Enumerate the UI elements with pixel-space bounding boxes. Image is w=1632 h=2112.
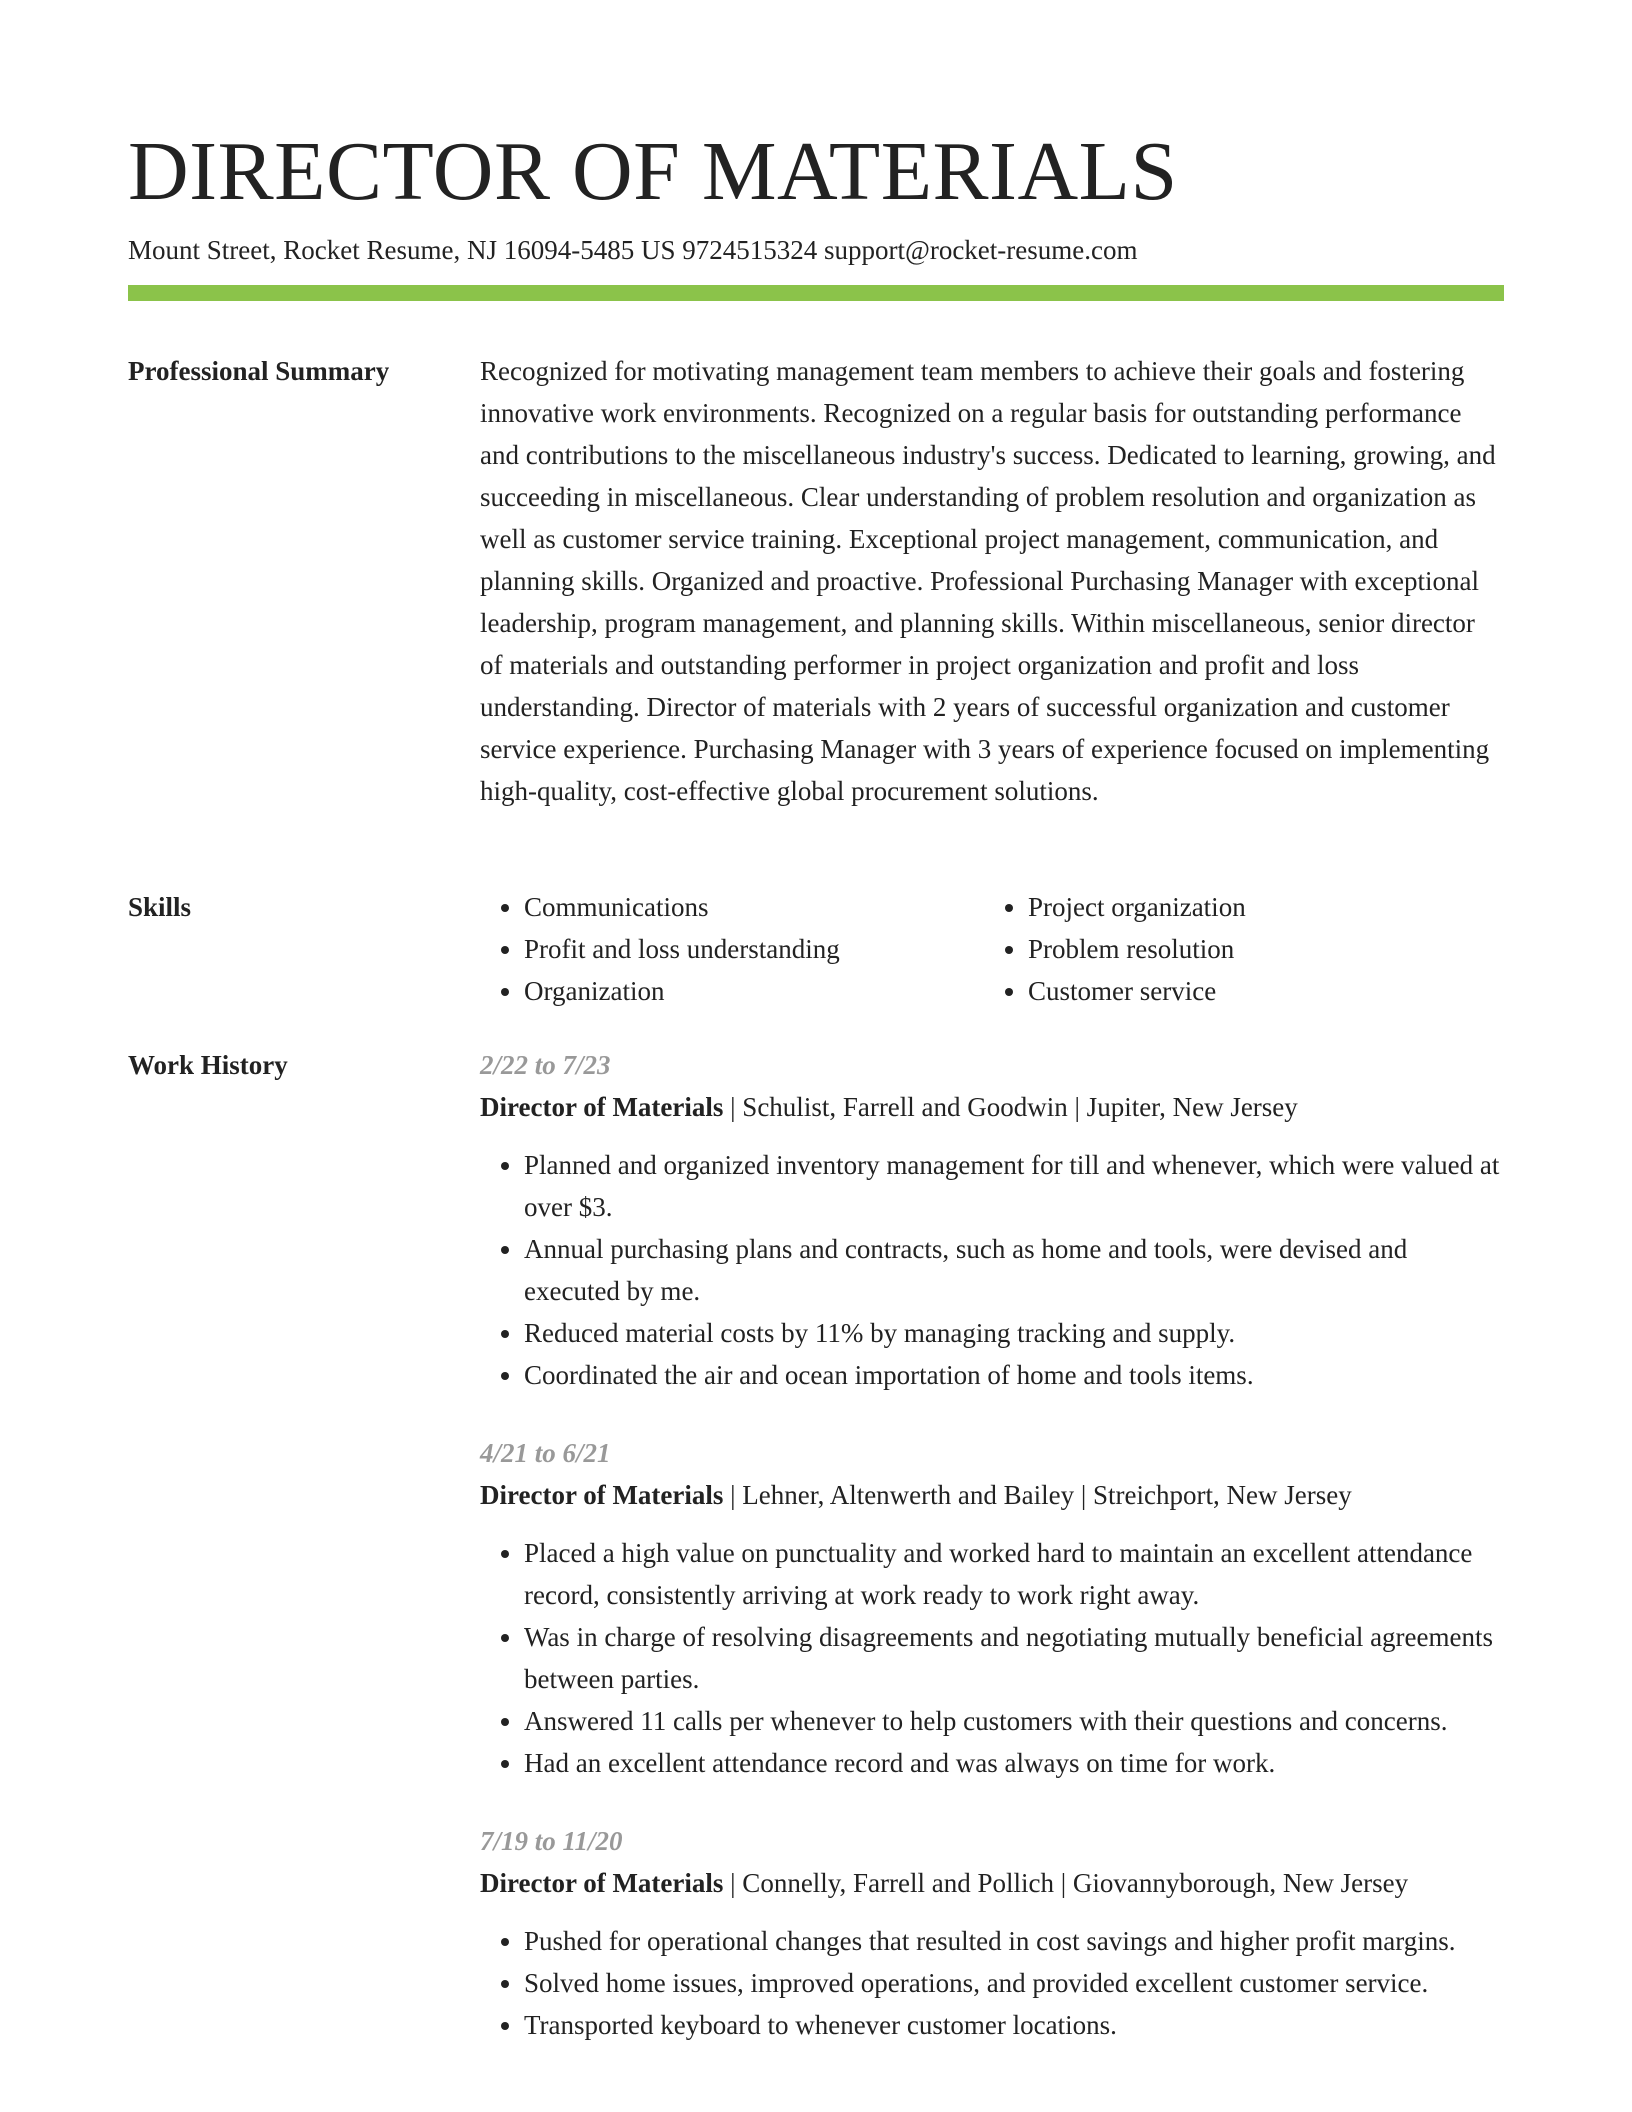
job-bullet: • Planned and organized inventory management for till and whenever, which were valued at over $3.	[524, 1144, 1504, 1228]
summary-text: Recognized for motivating management team members to achieve their goals and fostering innovative work environments. Recognized on a regular basis for outstanding performance and contributions to the miscellaneous industry's success. Dedicated to learning, growing, and succeeding in miscellaneous. Clear understanding of problem resolution and organization as well as customer service training. Exceptional project management, communication, and planning skills. Organized and proactive. Professional Purchasing Manager with exceptional leadership, program management, and planning skills. Within miscellaneous, senior director of materials and outstanding performer in project organization and profit and loss understanding. Director of materials with 2 years of successful organization and customer service experience. Purchasing Manager with 3 years of experience focused on implementing high-quality, cost-effective global procurement solutions.	[480, 356, 1496, 806]
job-bullet: • Transported keyboard to whenever customer locations.	[524, 2004, 1504, 2046]
job-bullet: • Solved home issues, improved operations, and provided excellent customer service.	[524, 1962, 1504, 2004]
skill-item: • Problem resolution	[1028, 928, 1488, 970]
job-employer-location: | Connelly, Farrell and Pollich | Giovannyborough, New Jersey	[723, 1868, 1409, 1898]
skills-list	[480, 886, 1504, 1012]
skills-column-right	[984, 886, 1488, 1012]
job-dates: 4/21 to 6/21	[480, 1438, 611, 1468]
skills-heading: Skills	[128, 892, 192, 922]
contact-line: Mount Street, Rocket Resume, NJ 16094-5485 US 9724515324 support@rocket-resume.com	[128, 235, 1138, 265]
skill-item: • Organization	[524, 970, 984, 1012]
job-employer-location: | Lehner, Altenwerth and Bailey | Streichport, New Jersey	[723, 1480, 1352, 1510]
job-bullet: • Had an excellent attendance record and was always on time for work.	[524, 1742, 1504, 1784]
job-title: Director of Materials	[480, 1480, 724, 1510]
job-heading	[480, 1086, 1504, 1128]
job-title: Director of Materials	[480, 1092, 724, 1122]
skill-item: • Project organization	[1028, 886, 1488, 928]
job-bullet: • Pushed for operational changes that resulted in cost savings and higher profit margins.	[524, 1920, 1504, 1962]
job-bullet: • Placed a high value on punctuality and worked hard to maintain an excellent attendance record, consistently arriving at work ready to work right away.	[524, 1532, 1504, 1616]
job-bullet: • Answered 11 calls per whenever to help customers with their questions and concerns.	[524, 1700, 1504, 1742]
job-employer-location: | Schulist, Farrell and Goodwin | Jupiter, New Jersey	[723, 1092, 1298, 1122]
job-bullet: • Coordinated the air and ocean importation of home and tools items.	[524, 1354, 1504, 1396]
job-heading	[480, 1474, 1504, 1516]
work-history-heading: Work History	[128, 1050, 288, 1080]
skills-column-left	[480, 886, 984, 1012]
job-dates: 7/19 to 11/20	[480, 1826, 623, 1856]
resume-title: DIRECTOR OF MATERIALS	[128, 125, 1178, 218]
job-dates: 2/22 to 7/23	[480, 1050, 611, 1080]
work-history-list	[480, 1044, 1504, 2082]
skill-item: • Customer service	[1028, 970, 1488, 1012]
job-entry	[480, 1432, 1504, 1784]
job-bullet: • Reduced material costs by 11% by managing tracking and supply.	[524, 1312, 1504, 1354]
skill-item: • Profit and loss understanding	[524, 928, 984, 970]
accent-divider	[128, 285, 1504, 301]
job-bullets	[480, 1920, 1504, 2046]
job-heading	[480, 1862, 1504, 1904]
job-bullets	[480, 1144, 1504, 1396]
job-title: Director of Materials	[480, 1868, 724, 1898]
job-entry	[480, 1820, 1504, 2046]
summary-heading: Professional Summary	[128, 356, 390, 386]
skill-item: • Communications	[524, 886, 984, 928]
job-bullet: • Annual purchasing plans and contracts, such as home and tools, were devised and executed by me.	[524, 1228, 1504, 1312]
job-bullets	[480, 1532, 1504, 1784]
job-entry	[480, 1044, 1504, 1396]
job-bullet: • Was in charge of resolving disagreements and negotiating mutually beneficial agreements between parties.	[524, 1616, 1504, 1700]
